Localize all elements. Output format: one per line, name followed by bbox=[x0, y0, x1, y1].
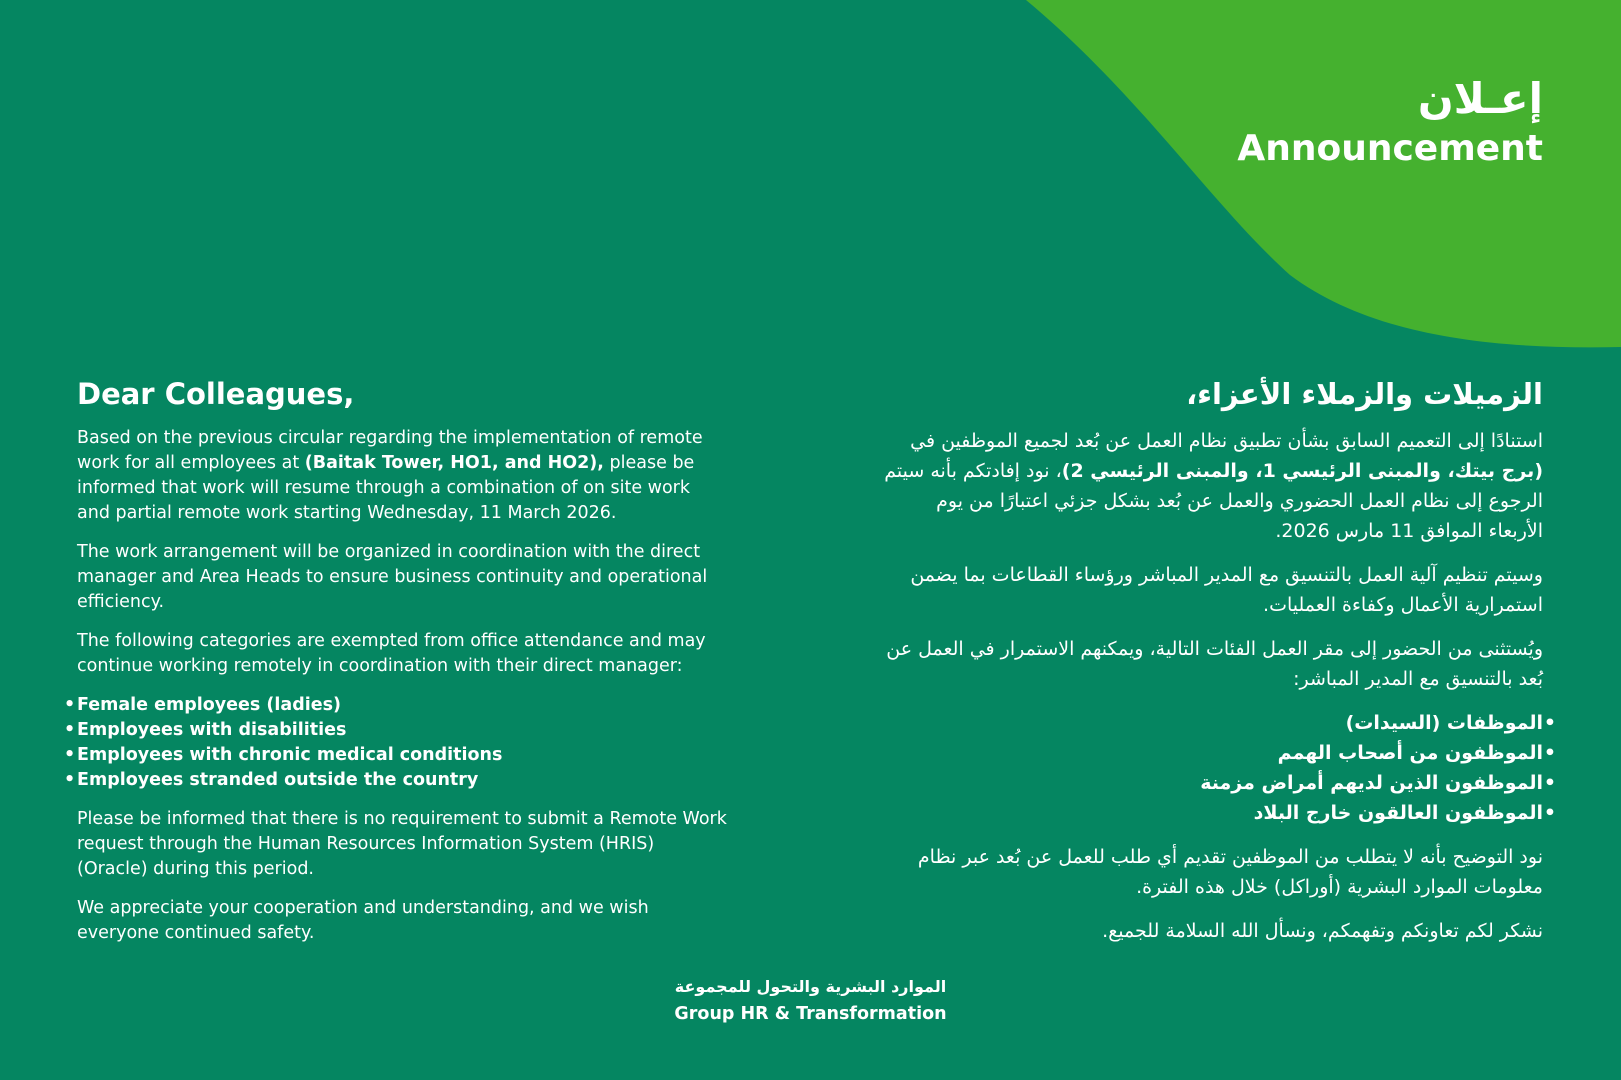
list-item-text: الموظفون العالقون خارج البلاد bbox=[1253, 802, 1543, 824]
paragraph-ar-4: نود التوضيح بأنه لا يتطلب من الموظفين تقديم أي طلب للعمل عن بُعد عبر نظام معلومات الموارد البشرية (أوراكل) خلال هذه الفترة. bbox=[917, 846, 1543, 898]
list-item bbox=[883, 738, 1557, 768]
announcement-header bbox=[1237, 72, 1543, 170]
bullet-icon: • bbox=[64, 720, 76, 740]
footer-signature bbox=[0, 974, 1621, 1028]
paragraph-ar-1-end: ، نود إفادتكم بأنه سيتم الرجوع إلى نظام العمل الحضوري والعمل عن بُعد بشكل جزئي اعتبارًا من يوم الأربعاء الموافق 11 مارس 2026. bbox=[884, 460, 1543, 542]
list-item bbox=[64, 718, 727, 743]
bullet-icon: • bbox=[1543, 802, 1557, 824]
bullet-icon: • bbox=[64, 770, 76, 790]
list-item-text: الموظفون من أصحاب الهمم bbox=[1277, 742, 1543, 764]
bullet-icon: • bbox=[1543, 772, 1557, 794]
paragraph-en-1-start: Based on the previous circular regarding the implementation of remote work for all employees at bbox=[77, 428, 703, 473]
list-item-text: Employees stranded outside the country bbox=[77, 770, 479, 790]
paragraph-ar-5: نشكر لكم تعاونكم وتفهمكم، ونسأل الله السلامة للجميع. bbox=[1102, 920, 1543, 942]
paragraph-en-2: The work arrangement will be organized in coordination with the direct manager and Area Heads to ensure business continuity and operational efficiency. bbox=[77, 542, 708, 612]
paragraph-en-5: We appreciate your cooperation and understanding, and we wish everyone continued safety. bbox=[77, 898, 649, 943]
greeting-ar: الزميلات والزملاء الأعزاء، bbox=[1186, 377, 1543, 411]
bullet-icon: • bbox=[1543, 742, 1557, 764]
header-title-ar: إعـلان bbox=[1417, 74, 1543, 123]
greeting-en: Dear Colleagues, bbox=[77, 377, 355, 411]
list-item bbox=[64, 693, 727, 718]
bullet-icon: • bbox=[1543, 712, 1557, 734]
paragraph-en-1 bbox=[77, 426, 727, 526]
list-item-text: Employees with chronic medical conditions bbox=[77, 745, 503, 765]
arabic-column bbox=[883, 374, 1557, 960]
paragraph-ar-1-locations: (برج بيتك، والمبنى الرئيسي 1، والمبنى الرئيسي 2) bbox=[1061, 460, 1543, 482]
list-item bbox=[883, 708, 1557, 738]
paragraph-en-4: Please be informed that there is no requirement to submit a Remote Work request through the Human Resources Information System (HRIS) (Oracle) during this period. bbox=[77, 809, 727, 879]
paragraph-en-1-end: please be informed that work will resume through a combination of on site work and partial remote work starting Wednesday, 11 March 2026. bbox=[77, 453, 695, 523]
paragraph-ar-3: ويُستثنى من الحضور إلى مقر العمل الفئات التالية، ويمكنهم الاستمرار في العمل عن بُعد بالتنسيق مع المدير المباشر: bbox=[886, 638, 1543, 690]
english-column bbox=[64, 374, 727, 960]
bullet-icon: • bbox=[64, 695, 76, 715]
list-item bbox=[64, 743, 727, 768]
green-wave-shape bbox=[1026, 0, 1621, 347]
footer-org-en: Group HR & Transformation bbox=[674, 1004, 947, 1024]
list-item-text: Female employees (ladies) bbox=[77, 695, 342, 715]
list-item-text: الموظفات (السيدات) bbox=[1345, 712, 1543, 734]
list-item bbox=[883, 798, 1557, 828]
exemption-list-ar bbox=[883, 708, 1557, 828]
list-item bbox=[64, 768, 727, 793]
footer-org-ar: الموارد البشرية والتحول للمجموعة bbox=[674, 977, 947, 996]
list-item bbox=[883, 768, 1557, 798]
paragraph-ar-1-start: استنادًا إلى التعميم السابق بشأن تطبيق نظام العمل عن بُعد لجميع الموظفين في bbox=[910, 430, 1543, 452]
list-item-text: Employees with disabilities bbox=[77, 720, 347, 740]
list-item-text: الموظفون الذين لديهم أمراض مزمنة bbox=[1200, 772, 1543, 794]
header-title-en: Announcement bbox=[1237, 128, 1543, 169]
paragraph-ar-2: وسيتم تنظيم آلية العمل بالتنسيق مع المدير المباشر ورؤساء القطاعات بما يضمن استمرارية الأعمال وكفاءة العمليات. bbox=[910, 564, 1543, 616]
bullet-icon: • bbox=[64, 745, 76, 765]
exemption-list-en bbox=[64, 693, 727, 793]
paragraph-en-3: The following categories are exempted from office attendance and may continue working remotely in coordination with their direct manager: bbox=[77, 631, 706, 676]
paragraph-en-1-locations: (Baitak Tower, HO1, and HO2), bbox=[304, 453, 604, 473]
paragraph-ar-1 bbox=[883, 426, 1543, 546]
